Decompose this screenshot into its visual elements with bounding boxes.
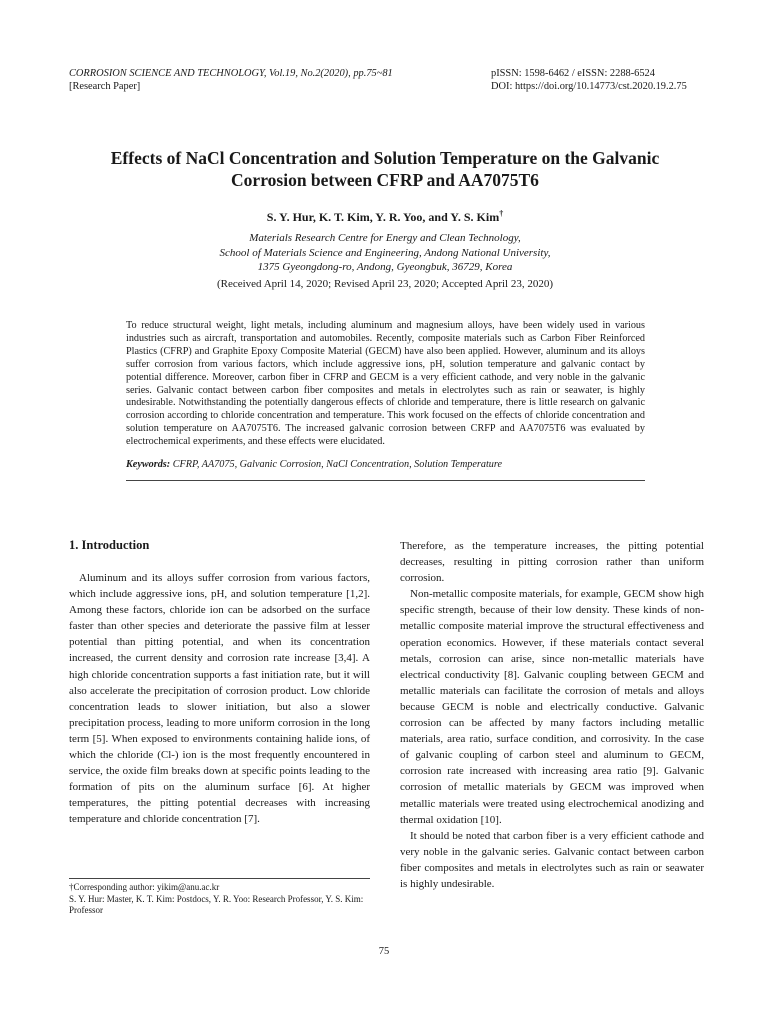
footnotes bbox=[69, 882, 370, 917]
affiliation bbox=[40, 231, 730, 275]
keywords-list: CFRP, AA7075, Galvanic Corrosion, NaCl Concentration, Solution Temperature bbox=[172, 459, 503, 470]
paragraph: Aluminum and its alloys suffer corrosion from various factors, which include aggressive ions, pH, and solution temperature [1,2]. Among these factors, chloride ion can be adsorbed on the surface faster than other species and deteriorate the passive film at lesser potential than pitting potential, and when its concentration increased, the current density and corrosion rate increase [3,4]. A high chloride concentration supports a fast initiation rate, but it will also accelerate the precipitation of corrosion product. Low chloride concentration leads to slower initiation, but also a slower precipitation process, leading to more uniform corrosion in the long term [5]. When exposed to environments containing halide ions, of which the chloride (Cl-) ion is the most frequently encountered in service, the oxide film breaks down at specific points leading to the formation of pits on the aluminum surface [6]. At higher temperatures, the pitting potential decreases with increasing temperature and chloride concentration [7]. bbox=[69, 572, 370, 826]
authors: S. Y. Hur, K. T. Kim, Y. R. Yoo, and Y. S. Kim bbox=[266, 210, 500, 224]
paper-title bbox=[40, 147, 730, 191]
footnote-divider bbox=[69, 878, 370, 879]
section-heading-introduction: 1. Introduction bbox=[69, 538, 150, 552]
affiliation-line-1: Materials Research Centre for Energy and Clean Technology, bbox=[249, 232, 521, 244]
paragraph: Therefore, as the temperature increases, the pitting potential decreases, resulting in pitting corrosion rather than uniform corrosion. bbox=[400, 540, 704, 585]
left-column bbox=[69, 570, 370, 828]
affiliation-line-2: School of Materials Science and Engineering, Andong National University, bbox=[219, 246, 551, 259]
footnote-corresponding: †Corresponding author: yikim@anu.ac.kr bbox=[69, 882, 220, 892]
title-line-2: Corrosion between CFRP and AA7075T6 bbox=[231, 170, 539, 190]
page-number: 75 bbox=[378, 946, 390, 957]
footnote-positions: S. Y. Hur: Master, K. T. Kim: Postdocs, Y. R. Yoo: Research Professor, Y. S. Kim: Professor bbox=[69, 893, 364, 915]
paragraph: Non-metallic composite materials, for example, GECM show high specific strength, because of their low density. These kinds of non-metallic composite material improve the structural effectiveness and operation economics. However, if these materials contact several metals, corrosion can arise, since non-metallic materials have electrical conductivity [8]. Galvanic coupling between GECM and metallic materials can facilitate the corrosion of metals and alloys because GECM is noble and electrically conductive. Galvanic corrosion can be affected by many factors including metallic materials, area ratio, surface condition, and corrosivity. In the case of galvanic coupling of carbon steel and aluminum to GECM, corrosion rate increased with increasing area ratio [9]. Galvanic corrosion of metallic materials by GECM was improved when metallic materials were treated using electrochemical anodizing and thermal oxidation [10]. bbox=[400, 588, 704, 826]
abstract: To reduce structural weight, light metals, including aluminum and magnesium alloys, have been widely used in various industries such as aircraft, transportation and automobiles. Recently, composite materials such as Carbon Fiber Reinforced Plastics (CFRP) and Graphite Epoxy Composite Material (GECM) have also been applied. However, aluminum and its alloys suffer corrosion from various factors, which include aggressive ions, pH, solution temperature and galvanic contact by potential difference. Moreover, carbon fiber in CFRP and GECM is a very efficient cathode, and very noble in the galvanic series. Galvanic contact between carbon fiber composites and metals in electrolytes such as rain or seawater, is highly undesirable. Notwithstanding the potentially dangerous effects of chloride and temperature, there is little research on galvanic corrosion according to chloride concentration and temperature. This work focused on the effects of chloride concentration and solution temperature on AA7075T6. The increased galvanic corrosion between CRFP and AA7075T6 was evaluated by electrochemical experiments, and these effects were elucidated. bbox=[126, 320, 645, 448]
issn: pISSN: 1598-6462 / eISSN: 2288-6524 bbox=[491, 68, 655, 79]
keywords bbox=[126, 459, 645, 470]
journal-citation: CORROSION SCIENCE AND TECHNOLOGY, Vol.19, No.2(2020), pp.75~81 bbox=[69, 68, 393, 79]
doi: DOI: https://doi.org/10.14773/cst.2020.19.2.75 bbox=[491, 81, 687, 92]
keywords-label: Keywords: bbox=[126, 459, 171, 470]
running-header-left bbox=[69, 67, 393, 93]
author-list bbox=[40, 209, 730, 225]
received-dates: (Received April 14, 2020; Revised April 23, 2020; Accepted April 23, 2020) bbox=[216, 278, 554, 290]
corresponding-mark: † bbox=[499, 209, 504, 218]
title-line-1: Effects of NaCl Concentration and Solution Temperature on the Galvanic bbox=[110, 148, 660, 168]
abstract-divider bbox=[126, 480, 645, 481]
running-header-right bbox=[491, 67, 687, 93]
right-column bbox=[400, 538, 704, 892]
affiliation-line-3: 1375 Gyeongdong-ro, Andong, Gyeongbuk, 36729, Korea bbox=[257, 261, 513, 274]
paper-type: [Research Paper] bbox=[69, 81, 141, 92]
paragraph: It should be noted that carbon fiber is a very efficient cathode and very noble in the galvanic series. Galvanic contact between carbon fiber composites and metals in electrolytes such as rain or seawater is highly undesirable. bbox=[400, 829, 704, 890]
